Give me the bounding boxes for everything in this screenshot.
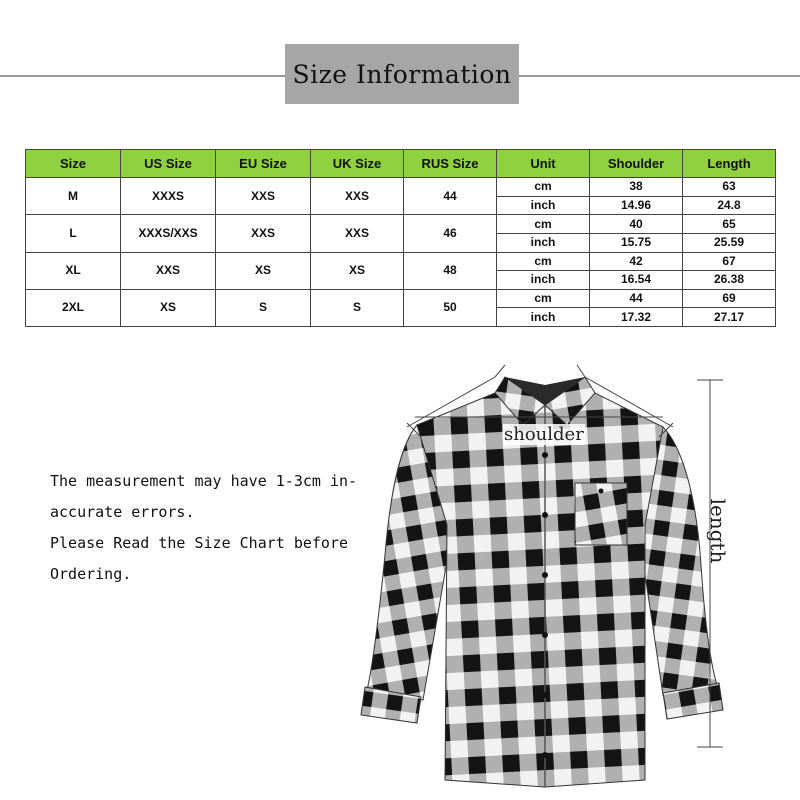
cell-length: 67: [683, 252, 776, 271]
cell-rus-size: 50: [404, 289, 497, 326]
plaid-shirt-image: [345, 355, 765, 800]
cell-eu-size: S: [216, 289, 311, 326]
size-chart-table: [25, 149, 776, 327]
cell-length: 25.59: [683, 233, 776, 252]
cell-length: 65: [683, 215, 776, 234]
header-uk-size: UK Size: [311, 150, 404, 178]
cell-unit: cm: [497, 215, 590, 234]
header-us-size: US Size: [121, 150, 216, 178]
measurement-note: [50, 466, 390, 590]
header-unit: Unit: [497, 150, 590, 178]
cell-length: 27.17: [683, 308, 776, 327]
page-title: Size Information: [292, 59, 512, 89]
cell-eu-size: XS: [216, 252, 311, 289]
cell-shoulder: 42: [590, 252, 683, 271]
cell-rus-size: 48: [404, 252, 497, 289]
cell-size: L: [26, 215, 121, 252]
cell-unit: inch: [497, 233, 590, 252]
cell-rus-size: 44: [404, 178, 497, 215]
cell-rus-size: 46: [404, 215, 497, 252]
cell-size: 2XL: [26, 289, 121, 326]
header-rus-size: RUS Size: [404, 150, 497, 178]
cell-size: M: [26, 178, 121, 215]
cell-eu-size: XXS: [216, 215, 311, 252]
cell-us-size: XS: [121, 289, 216, 326]
table-header-row: [26, 150, 776, 178]
cell-shoulder: 16.54: [590, 271, 683, 290]
cell-uk-size: XS: [311, 252, 404, 289]
cell-length: 69: [683, 289, 776, 308]
note-line: Please Read the Size Chart before: [50, 534, 349, 552]
cell-shoulder: 15.75: [590, 233, 683, 252]
table-row: [26, 289, 776, 308]
header-eu-size: EU Size: [216, 150, 311, 178]
header-shoulder: Shoulder: [590, 150, 683, 178]
table-row: [26, 178, 776, 197]
header-size: Size: [26, 150, 121, 178]
cell-shoulder: 17.32: [590, 308, 683, 327]
cell-length: 63: [683, 178, 776, 197]
cell-uk-size: XXS: [311, 215, 404, 252]
cell-eu-size: XXS: [216, 178, 311, 215]
cell-length: 24.8: [683, 196, 776, 215]
cell-length: 26.38: [683, 271, 776, 290]
cell-size: XL: [26, 252, 121, 289]
cell-us-size: XXS: [121, 252, 216, 289]
cell-unit: cm: [497, 178, 590, 197]
cell-shoulder: 14.96: [590, 196, 683, 215]
cell-uk-size: S: [311, 289, 404, 326]
cell-unit: inch: [497, 196, 590, 215]
length-label: length: [706, 498, 730, 564]
cell-unit: inch: [497, 271, 590, 290]
cell-unit: cm: [497, 252, 590, 271]
title-box: [285, 44, 519, 104]
cell-unit: cm: [497, 289, 590, 308]
cell-uk-size: XXS: [311, 178, 404, 215]
shoulder-label: shoulder: [504, 424, 584, 445]
note-line: Ordering.: [50, 565, 132, 583]
cell-unit: inch: [497, 308, 590, 327]
cell-shoulder: 44: [590, 289, 683, 308]
table-row: [26, 215, 776, 234]
cell-us-size: XXXS/XXS: [121, 215, 216, 252]
table-row: [26, 252, 776, 271]
note-line: accurate errors.: [50, 503, 195, 521]
cell-us-size: XXXS: [121, 178, 216, 215]
cell-shoulder: 38: [590, 178, 683, 197]
cell-shoulder: 40: [590, 215, 683, 234]
note-line: The measurement may have 1-3cm in-: [50, 472, 358, 490]
header-length: Length: [683, 150, 776, 178]
